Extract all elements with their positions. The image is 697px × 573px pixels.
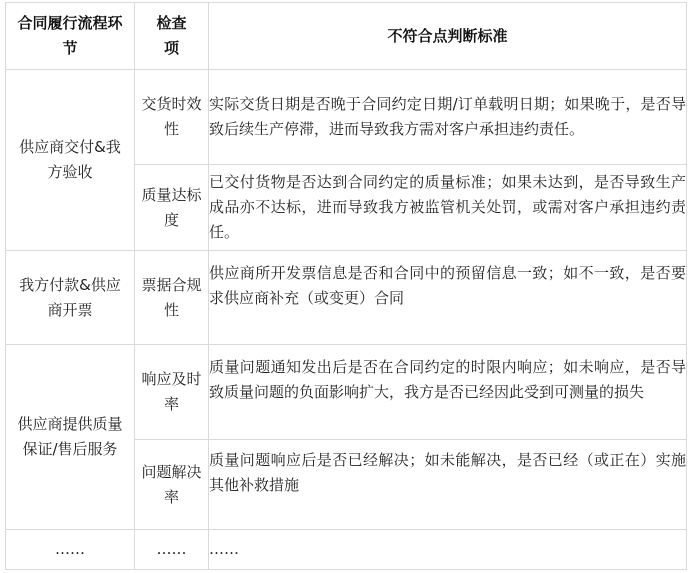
- criteria-cell: ……: [209, 530, 687, 570]
- criteria-cell: 实际交货日期是否晚于合同约定日期/订单载明日期；如果晚于，是否导致后续生产停滞，进而导致我方需对客户承担违约责任。: [209, 70, 687, 165]
- table-row: [6, 530, 687, 570]
- header-item: 检查项: [135, 3, 209, 70]
- table-row: [6, 70, 687, 165]
- contract-check-table: [5, 2, 687, 570]
- stage-cell: 供应商提供质量保证/售后服务: [6, 345, 135, 530]
- criteria-cell: 质量问题通知发出后是否在合同约定的时限内响应；如未响应，是否导致质量问题的负面影响扩大，我方是否已经因此受到可测量的损失: [209, 345, 687, 440]
- stage-cell: 供应商交付&我方验收: [6, 70, 135, 251]
- stage-cell: ……: [6, 530, 135, 570]
- stage-cell: 我方付款&供应商开票: [6, 251, 135, 345]
- criteria-cell: 供应商所开发票信息是否和合同中的预留信息一致；如不一致，是否要求供应商补充（或变更）合同: [209, 251, 687, 345]
- criteria-cell: 质量问题响应后是否已经解决；如未能解决，是否已经（或正在）实施其他补救措施: [209, 440, 687, 530]
- header-criteria: 不符合点判断标准: [209, 3, 687, 70]
- item-cell: ……: [135, 530, 209, 570]
- item-cell: 问题解决率: [135, 440, 209, 530]
- item-cell: 票据合规性: [135, 251, 209, 345]
- table-row: [6, 251, 687, 345]
- item-cell: 质量达标度: [135, 165, 209, 251]
- table-row: [6, 345, 687, 440]
- header-stage: 合同履行流程环节: [6, 3, 135, 70]
- table-header-row: [6, 3, 687, 70]
- criteria-cell: 已交付货物是否达到合同约定的质量标准；如果未达到，是否导致生产成品亦不达标，进而导致我方被监管机关处罚，或需对客户承担违约责任。: [209, 165, 687, 251]
- item-cell: 交货时效性: [135, 70, 209, 165]
- item-cell: 响应及时率: [135, 345, 209, 440]
